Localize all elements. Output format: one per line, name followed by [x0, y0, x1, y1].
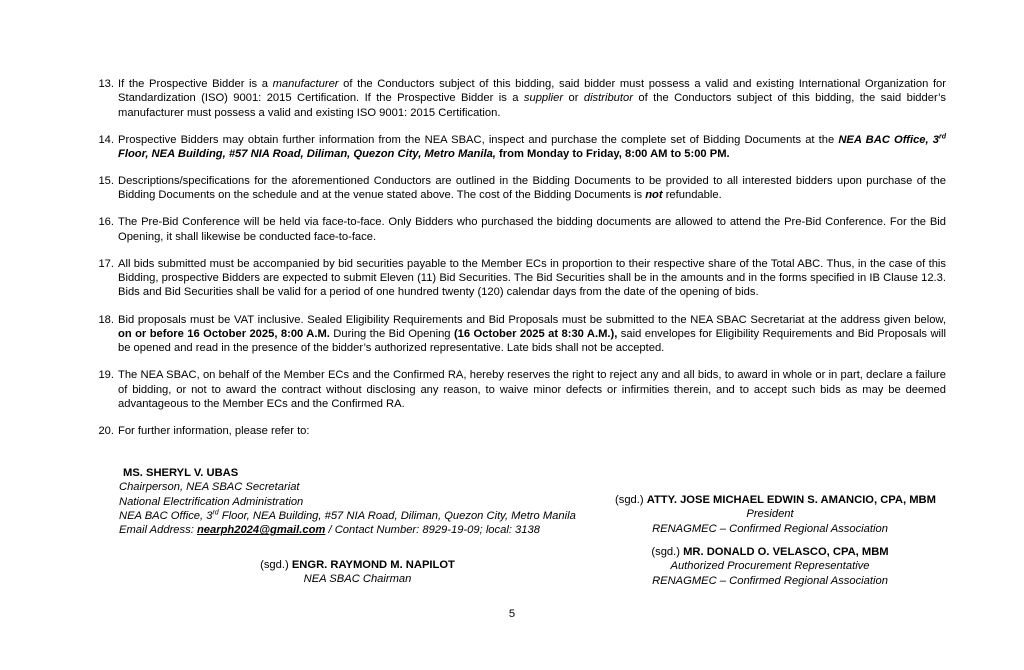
contact-name: MS. SHERYL V. UBAS	[123, 467, 239, 479]
office-address-part: NEA BAC Office, 3	[838, 133, 939, 146]
text-run: During the Bid Opening	[329, 327, 454, 340]
item-number: 18.	[98, 313, 114, 326]
text-run: Prospective Bidders may obtain further information from the NEA SBAC, inspect and purchase the complete set of Bidding Documents at the	[118, 133, 839, 146]
item-number: 16.	[98, 216, 114, 229]
text-run: refundable.	[662, 189, 722, 202]
office-address-part: Floor, NEA Building, #57 NIA Road, Diliman, Quezon City, Metro Manila,	[118, 147, 496, 160]
contact-number: / Contact Number: 8929-19-09; local: 3138	[325, 524, 540, 537]
emphasis-manufacturer: manufacturer	[272, 78, 339, 90]
list-item-15	[0, 174, 1024, 203]
address-part: NEA BAC Office, 3	[119, 509, 213, 522]
address-part: Floor, NEA Building, #57 NIA Road, Diliman, Quezon City, Metro Manila	[218, 509, 576, 522]
signatory-organization: RENAGMEC – Confirmed Regional Association	[652, 574, 888, 587]
text-run: of the Conductors subject of this bidding, the said bidder’s manufacturer must possess a valid and existing ISO 9001: 2015 Certification.	[118, 92, 946, 119]
text-run: of the Conductors subject of this bidding, said bidder must possess a valid and existing International Organization for Standardization (ISO) 9001: 2015 Certification. If the Prospective Bidder is a	[118, 78, 947, 105]
numbered-list	[0, 77, 1024, 451]
signatory-amancio	[615, 493, 936, 536]
signatory-velasco	[615, 545, 925, 588]
email-label: Email Address:	[119, 524, 197, 537]
signatory-role: NEA SBAC Chairman	[303, 573, 412, 586]
signatory-organization: RENAGMEC – Confirmed Regional Association	[652, 522, 888, 535]
submission-deadline: on or before 16 October 2025, 8:00 A.M.	[118, 327, 330, 340]
item-text: The Pre-Bid Conference will be held via face-to-face. Only Bidders who purchased the bidding documents are allowed to attend the Pre-Bid Conference. For the Bid Opening, it shall likewise be conducted face-to-face.	[118, 216, 946, 243]
item-number: 17.	[98, 257, 114, 270]
sgd-label: (sgd.)	[260, 559, 292, 571]
item-text	[118, 133, 946, 162]
signatory-role: President	[746, 508, 794, 521]
bid-opening-date: (16 October 2025 at 8:30 A.M.),	[453, 327, 618, 340]
signatory-line	[615, 493, 936, 507]
contact-title: Chairperson, NEA SBAC Secretariat	[119, 481, 300, 494]
item-text: All bids submitted must be accompanied by bid securities payable to the Member ECs in proportion to their respective share of the Total ABC. Thus, in the case of this Bidding, prospective Bidders are expected to submit Eleven (11) Bid Securities. The Bid Securities shall be in the amounts and in the forms specified in IB Clause 12.3. Bids and Bid Securities shall be valid for a period of one hundred twenty (120) calendar days from the date of the opening of bids.	[118, 257, 946, 299]
item-text: For further information, please refer to:	[118, 424, 310, 437]
item-number: 14.	[98, 133, 114, 146]
item-number: 20.	[98, 424, 114, 437]
signatory-napilot	[240, 558, 475, 587]
ordinal-suffix: rd	[212, 509, 219, 517]
contact-address	[119, 509, 576, 523]
list-item-19	[0, 368, 1024, 411]
signatory-name: ENGR. RAYMOND M. NAPILOT	[291, 559, 455, 571]
item-number: 13.	[98, 78, 114, 90]
emphasis-distributor: distributor	[583, 92, 633, 105]
text-run: If the Prospective Bidder is a	[118, 78, 273, 90]
list-item-18	[0, 313, 1024, 356]
email-link[interactable]: nearph2024@gmail.com	[196, 524, 326, 537]
signatory-line	[240, 558, 475, 572]
contact-email-line	[119, 523, 576, 537]
list-item-17	[0, 257, 1024, 300]
list-item-16	[0, 215, 1024, 244]
signatory-name: ATTY. JOSE MICHAEL EDWIN S. AMANCIO, CPA, MBM	[646, 494, 936, 506]
list-item-20	[0, 424, 1024, 438]
text-run: or	[563, 92, 584, 105]
item-text	[118, 174, 946, 203]
ordinal-suffix: rd	[938, 132, 946, 140]
item-number: 15.	[98, 175, 114, 188]
emphasis-supplier: supplier	[523, 92, 564, 105]
contact-block	[119, 466, 576, 537]
emphasis-not: not	[645, 189, 663, 202]
signatory-line	[615, 545, 925, 559]
text-run: Bid proposals must be VAT inclusive. Sealed Eligibility Requirements and Bid Proposals must be submitted to the NEA SBAC Secretariat at the address given below,	[118, 313, 946, 326]
text-run: Descriptions/specifications for the aforementioned Conductors are outlined in the Bidding Documents to be provided to all interested bidders upon purchase of the Bidding Documents on the schedule and at the venue stated above. The cost of the Bidding Documents is	[118, 175, 946, 202]
sgd-label: (sgd.)	[615, 494, 647, 506]
page-number: 5	[508, 608, 516, 620]
text-run: said envelopes for Eligibility Requirements and Bid Proposals will be opened and read in the presence of the bidder’s authorized representative. Late bids shall not be accepted.	[118, 327, 946, 355]
list-item-13	[0, 77, 1024, 120]
office-schedule: from Monday to Friday, 8:00 AM to 5:00 PM.	[495, 147, 730, 160]
item-text	[118, 77, 946, 120]
signatory-role: Authorized Procurement Representative	[670, 560, 870, 573]
item-number: 19.	[98, 369, 114, 382]
list-item-14	[0, 133, 1024, 162]
item-text: The NEA SBAC, on behalf of the Member ECs and the Confirmed RA, hereby reserves the right to reject any and all bids, to award in whole or in part, declare a failure of bidding, or not to award the contract without disclosing any reason, to waive minor defects or infirmities therein, and to accept such bids as may be deemed advantageous to the Member ECs and the Confirmed RA.	[118, 369, 946, 410]
signatory-name: MR. DONALD O. VELASCO, CPA, MBM	[683, 546, 889, 558]
contact-organization: National Electrification Administration	[119, 495, 304, 508]
sgd-label: (sgd.)	[651, 546, 684, 558]
item-text	[118, 313, 946, 356]
